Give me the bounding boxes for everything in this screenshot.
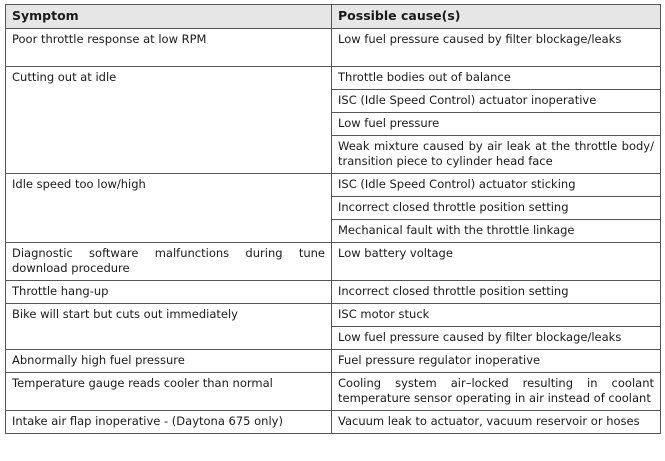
symptom-header: Symptom bbox=[6, 5, 332, 29]
table-row bbox=[6, 67, 661, 90]
cause-cell: Throttle bodies out of balance bbox=[332, 67, 661, 90]
table-row bbox=[6, 29, 661, 67]
table-row bbox=[6, 281, 661, 304]
diagnostic-table bbox=[5, 4, 661, 434]
table-row bbox=[6, 304, 661, 327]
symptom-cell: Temperature gauge reads cooler than normal bbox=[6, 373, 332, 411]
cause-cell: Low battery voltage bbox=[332, 243, 661, 281]
table-row bbox=[6, 411, 661, 434]
symptom-cell: Idle speed too low/high bbox=[6, 174, 332, 243]
cause-cell: Mechanical fault with the throttle linkage bbox=[332, 220, 661, 243]
cause-cell: ISC (Idle Speed Control) actuator inoperative bbox=[332, 90, 661, 113]
table-row bbox=[6, 373, 661, 411]
cause-cell: Incorrect closed throttle position setting bbox=[332, 281, 661, 304]
symptom-cell: Bike will start but cuts out immediately bbox=[6, 304, 332, 350]
cause-cell: Low fuel pressure bbox=[332, 113, 661, 136]
cause-cell: Low fuel pressure caused by filter blockage/leaks bbox=[332, 327, 661, 350]
header-row bbox=[6, 5, 661, 29]
symptom-cell: Abnormally high fuel pressure bbox=[6, 350, 332, 373]
symptom-cell: Diagnostic software malfunctions during tune download procedure bbox=[6, 243, 332, 281]
cause-cell: Weak mixture caused by air leak at the throttle body/ transition piece to cylinder head face bbox=[332, 136, 661, 174]
symptom-cell: Poor throttle response at low RPM bbox=[6, 29, 332, 67]
cause-cell: Fuel pressure regulator inoperative bbox=[332, 350, 661, 373]
table-row bbox=[6, 350, 661, 373]
cause-cell: ISC motor stuck bbox=[332, 304, 661, 327]
causes-header: Possible cause(s) bbox=[332, 5, 661, 29]
table-row bbox=[6, 174, 661, 197]
symptom-cell: Throttle hang-up bbox=[6, 281, 332, 304]
table-head bbox=[6, 5, 661, 29]
cause-cell: Vacuum leak to actuator, vacuum reservoir or hoses bbox=[332, 411, 661, 434]
cause-cell: ISC (Idle Speed Control) actuator sticking bbox=[332, 174, 661, 197]
symptom-cell: Cutting out at idle bbox=[6, 67, 332, 174]
cause-cell: Incorrect closed throttle position setting bbox=[332, 197, 661, 220]
cause-cell: Cooling system air–locked resulting in coolant temperature sensor operating in air instead of coolant bbox=[332, 373, 661, 411]
table-row bbox=[6, 243, 661, 281]
symptom-cell: Intake air flap inoperative - (Daytona 675 only) bbox=[6, 411, 332, 434]
cause-cell: Low fuel pressure caused by filter blockage/leaks bbox=[332, 29, 661, 67]
table-body bbox=[6, 29, 661, 434]
